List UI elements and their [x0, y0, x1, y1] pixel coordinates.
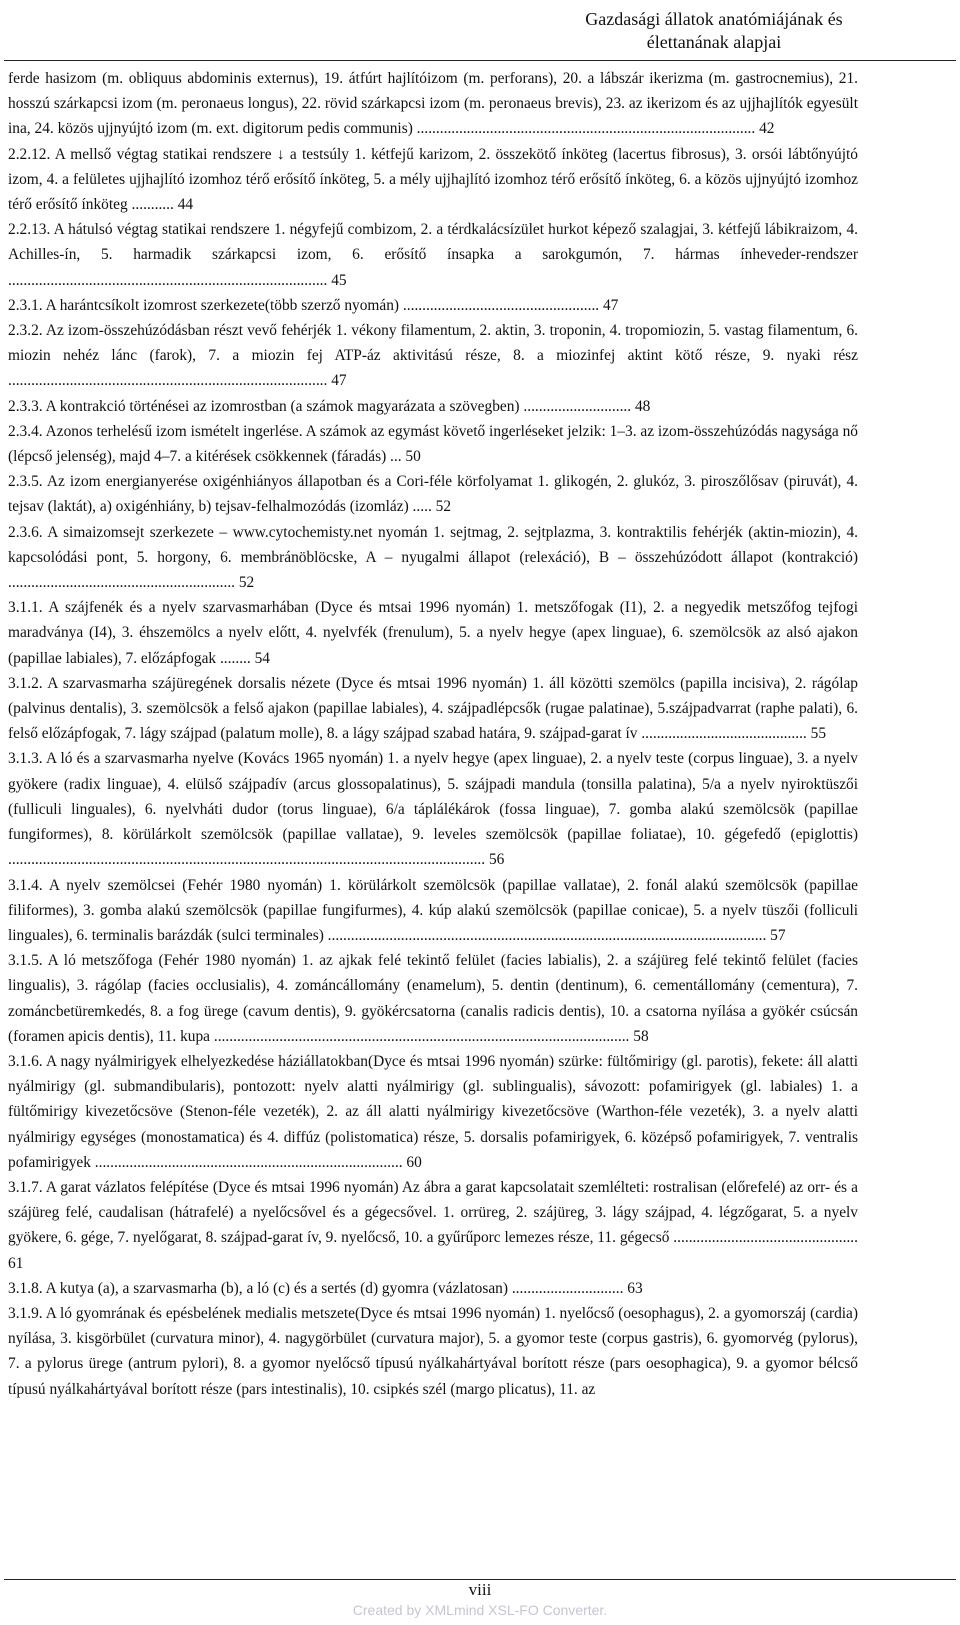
- running-header: [524, 8, 904, 54]
- figure-entry[interactable]: 3.1.4. A nyelv szemölcsei (Fehér 1980 nyomán) 1. körülárkolt szemölcsök (papillae vallatae), 2. fonál alakú szemölcsök (papillae filiformes), 3. gomba alakú szemölcsök (papillae fungifurmes), 4. kúp alakú szemölcsök (papillae conicae), 5. a nyelv tüszői (folliculi linguales), 6. terminalis barázdák (sulci terminales) .................................................................................................................. 57: [8, 876, 858, 944]
- figure-entry[interactable]: 3.1.3. A ló és a szarvasmarha nyelve (Kovács 1965 nyomán) 1. a nyelv hegye (apex linguae), 2. a nyelv teste (corpus linguae), 3. a nyelv gyökere (radix linguae), 4. elülső szájpadív (arcus glossopalatinus), 5. szájpadi mandula (tonsilla palatina), 5/a a nyelv nyiroktüszői (fulliculi linguales), 6. nyelvháti dudor (torus linguae), 6/a táplálékárok (fossa linguae), 7. gomba alakú szemölcsök (papillae fungiformes), 8. körülárkolt szemölcsök (papillae vallatae), 9. leveles szemölcsök (papillae foliatae), 10. gégefedő (epiglottis) ............................................................................................................................ 56: [8, 750, 858, 869]
- figure-entry[interactable]: 2.3.2. Az izom-összehúzódásban részt vevő fehérjék 1. vékony filamentum, 2. aktin, 3. troponin, 4. tropomiozin, 5. vastag filamentum, 6. miozin nehéz lánc (farok), 7. a miozin fej ATP-áz aktivitású része, 8. a miozinfej aktint kötő része, 9. nyaki rész ................................................................................... 47: [8, 322, 858, 390]
- figure-entry[interactable]: 3.1.1. A szájfenék és a nyelv szarvasmarhában (Dyce és mtsai 1996 nyomán) 1. metszőfogak (I1), 2. a negyedik metszőfog tejfogi maradványa (I4), 3. éhszemölcs a nyelv előtt, 4. nyelvfék (frenulum), 5. a nyelv hegye (apex linguae), 6. szemölcsök az alsó ajakon (papillae labiales), 7. előzápfogak ........ 54: [8, 599, 858, 667]
- figure-entry[interactable]: 3.1.2. A szarvasmarha szájüregének dorsalis nézete (Dyce és mtsai 1996 nyomán) 1. áll közötti szemölcs (papilla incisiva), 2. rágólap (palvinus dentalis), 3. szemölcsök a felső ajakon (papillae labiales), 4. szájpadlépcsők (rugae palatinae), 5.szájpadvarrat (raphe palati), 6. felső előzápfogak, 7. lágy szájpad (palatum molle), 8. a lágy szájpad szabad határa, 9. szájpad-garat ív ........................................... 55: [8, 674, 858, 743]
- figure-entry: ferde hasizom (m. obliquus abdominis externus), 19. átfúrt hajlítóizom (m. perforans), 20. a lábszár ikerizma (m. gastrocnemius), 21. hosszú szárkapcsi izom (m. peronaeus longus), 22. rövid szárkapcsi izom (m. peronaeus brevis), 23. az ikerizom és az ujjhajlítók egyesült ina, 24. közös ujjnyújtó izom (m. ext. digitorum pedis communis) ........................................................................................ 42: [8, 70, 858, 138]
- figure-entry[interactable]: 2.3.3. A kontrakció történései az izomrostban (a számok magyarázata a szövegben) ............................ 48: [8, 397, 651, 415]
- page-number: viii: [468, 1580, 492, 1599]
- list-of-figures: [8, 66, 858, 1402]
- figure-entry[interactable]: 3.1.7. A garat vázlatos felépítése (Dyce és mtsai 1996 nyomán) Az ábra a garat kapcsolatait szemlélteti: rostralisan (előrefelé) az orr- és a szájüreg felé, caudalisan (hátrafelé) a nyelőcsővel és a gégecsővel. 1. orrüreg, 2. szájüreg, 3. lágy szájpad, 4. légzőgarat, 5. a nyelv gyökere, 6. gége, 7. nyelőgarat, 8. szájpad-garat ív, 9. nyelőcső, 10. a gyűrűporc lemezes része, 11. gégecső ................................................ 61: [8, 1178, 858, 1272]
- figure-entry[interactable]: 3.1.8. A kutya (a), a szarvasmarha (b), a ló (c) és a sertés (d) gyomra (vázlatosan) ............................. 63: [8, 1279, 643, 1297]
- figure-entry[interactable]: 2.3.1. A harántcsíkolt izomrost szerkezete(több szerző nyomán) ................................................... 47: [8, 296, 619, 314]
- figure-entry[interactable]: 2.3.4. Azonos terhelésű izom ismételt ingerlése. A számok az egymást követő ingerléseket jelzik: 1–3. az izom-összehúzódás nagysága nő (lépcső jelenség), majd 4–7. a kitérések csökkennek (fáradás) ... 50: [8, 422, 858, 466]
- figure-entry[interactable]: 3.1.6. A nagy nyálmirigyek elhelyezkedése háziállatokban(Dyce és mtsai 1996 nyomán) szürke: fültőmirigy (gl. parotis), fekete: áll alatti nyálmirigy (gl. submandibularis), pontozott: nyelv alatti nyálmirigy (gl. sublingualis), sávozott: pofamirigyek (gl. labiales) 1. a fültőmirigy kivezetőcsöve (Stenon-féle vezeték), 2. az áll alatti nyálmirigy kivezetőcsöve (Warthon-féle vezeték), 3. a nyelv alatti nyálmirigy egységes (monostamatica) és 4. diffúz (polistomatica) része, 5. dorsalis pofamirigyek, 6. középső pofamirigyek, 7. ventralis pofamirigyek ................................................................................ 60: [8, 1052, 858, 1171]
- header-line-2: élettanának alapjai: [646, 32, 782, 52]
- figure-entry[interactable]: 2.2.12. A mellső végtag statikai rendszere ↓ a testsúly 1. kétfejű karizom, 2. összekötő ínköteg (lacertus fibrosus), 3. orsói lábtőnyújtó izom, 4. a felületes ujjhajlító izomhoz térő erősítő ínköteg, 5. a mély ujjhajlító izomhoz térő erősítő ínköteg, 6. a közös ujjnyújtó izomhoz térő erősítő ínköteg ........... 44: [8, 145, 858, 214]
- figure-entry[interactable]: 2.2.13. A hátulsó végtag statikai rendszere 1. négyfejű combizom, 2. a térdkalácsízület hurkot képező szalagjai, 3. kétfejű lábikraizom, 4. Achilles-ín, 5. harmadik szárkapcsi izom, 6. erősítő ínsapka a sarokgumón, 7. hármas ínheveder-rendszer ................................................................................... 45: [8, 221, 858, 289]
- figure-entry[interactable]: 2.3.5. Az izom energianyerése oxigénhiányos állapotban és a Cori-féle körfolyamat 1. glikogén, 2. glukóz, 3. piroszőlősav (piruvát), 4. tejsav (laktát), a) oxigénhiány, b) tejsav-felhalmozódás (izomláz) ..... 52: [8, 473, 858, 516]
- figure-entry[interactable]: 2.3.6. A simaizomsejt szerkezete – www.cytochemisty.net nyomán 1. sejtmag, 2. sejtplazma, 3. kontraktilis fehérjék (aktin-miozin), 4. kapcsolódási pont, 5. horgony, 6. membránöblöcske, A – nyugalmi állapot (relexáció), B – összehúzódott állapot (kontrakció) ........................................................... 52: [8, 523, 858, 592]
- figure-entry[interactable]: 3.1.5. A ló metszőfoga (Fehér 1980 nyomán) 1. az ajkak felé tekintő felület (facies labialis), 2. a szájüreg felé tekintő felület (facies lingualis), 3. rágólap (facies occlusialis), 4. zománcállomány (enamelum), 5. dentin (dentinum), 6. cementállomány (cementura), 7. zománcbetüremkedés, 8. a fog ürege (cavum dentis), 9. gyökércsatorna (canalis radicis dentis), 10. a csatorna nyílása a gyökér csúcsán (foramen apicis dentis), 11. kupa ............................................................................................................ 58: [8, 952, 858, 1045]
- header-line-1: Gazdasági állatok anatómiájának és: [585, 9, 843, 29]
- generator-credit: Created by XMLmind XSL-FO Converter.: [352, 1602, 608, 1618]
- figure-entry[interactable]: 3.1.9. A ló gyomrának és epésbelének medialis metszete(Dyce és mtsai 1996 nyomán) 1. nyelőcső (oesophagus), 2. a gyomorszáj (cardia) nyílása, 3. kisgörbület (curvatura minor), 4. nagygörbület (curvatura major), 5. a gyomor teste (corpus gastris), 6. gyomorvég (pylorus), 7. a pylorus ürege (antrum pylori), 8. a gyomor nyelőcső típusú nyálkahártyával borított része (pars oesophagica), 9. a gyomor bélcső típusú nyálkahártyával borított része (pars intestinalis), 10. csipkés szél (margo plicatus), 11. az: [8, 1304, 858, 1398]
- header-divider: [4, 60, 956, 61]
